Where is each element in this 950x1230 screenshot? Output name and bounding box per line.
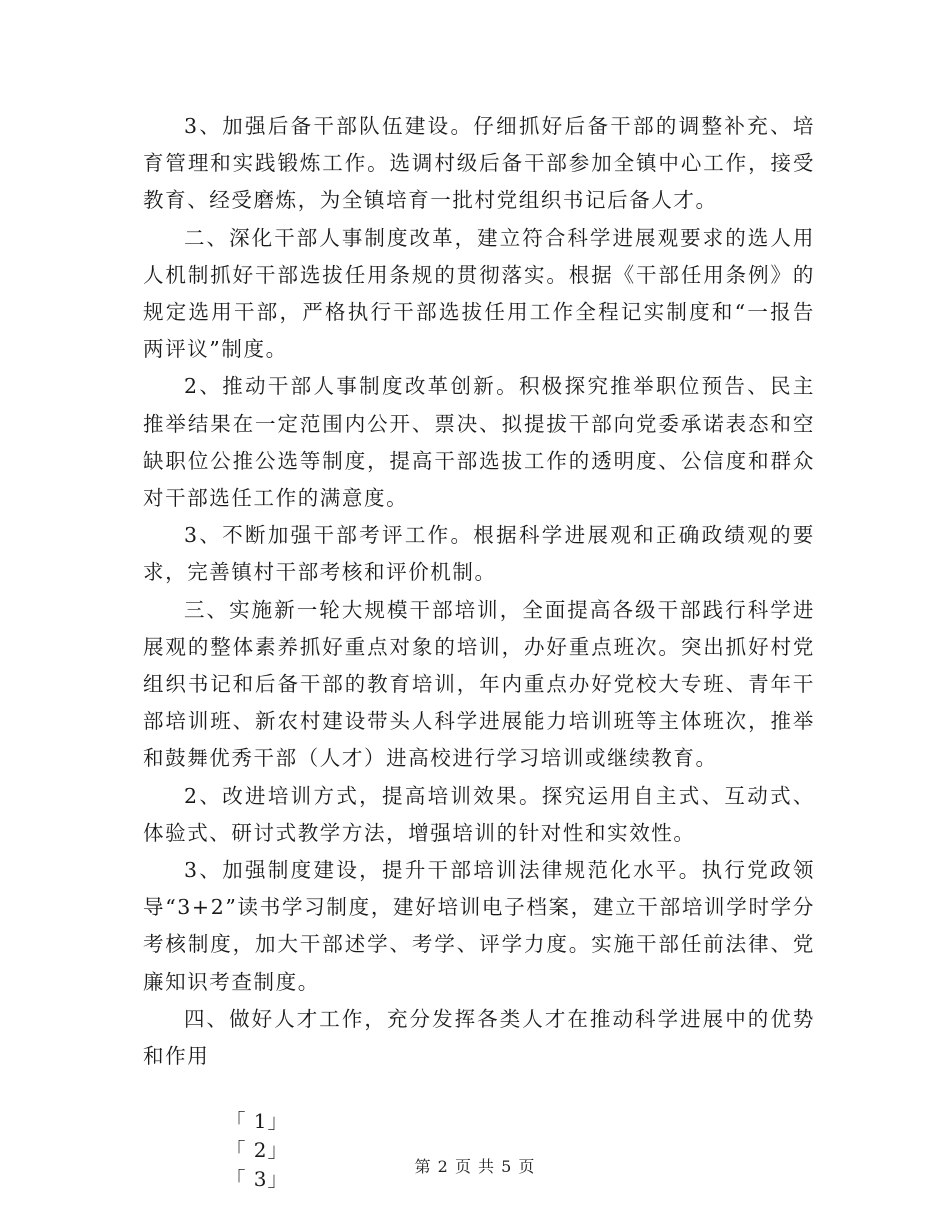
paragraph-4: 3、不断加强干部考评工作。根据科学进展观和正确政绩观的要求，完善镇村干部考核和评价机制。 bbox=[143, 523, 815, 585]
page-link-list bbox=[196, 1081, 305, 1216]
document-body bbox=[143, 108, 815, 1075]
page-footer: 第 2 页 共 5 页 bbox=[414, 1157, 536, 1176]
page-link-3[interactable]: 「 3」 bbox=[225, 1167, 289, 1191]
paragraph-2: 二、深化干部人事制度改革，建立符合科学进展观要求的选人用人机制抓好干部选拔任用条规的贯彻落实。根据《干部任用条例》的规定选用干部，严格执行干部选拔任用工作全程记实制度和“一报告两评议”制度。 bbox=[143, 225, 815, 362]
paragraph-1: 3、加强后备干部队伍建设。仔细抓好后备干部的调整补充、培育管理和实践锻炼工作。选调村级后备干部参加全镇中心工作，接受教育、经受磨炼，为全镇培育一批村党组织书记后备人才。 bbox=[143, 114, 815, 213]
paragraph-3: 2、推动干部人事制度改革创新。积极探究推举职位预告、民主推举结果在一定范围内公开、票决、拟提拔干部向党委承诺表态和空缺职位公推公选等制度，提高干部选拔工作的透明度、公信度和群众对干部选任工作的满意度。 bbox=[143, 374, 815, 511]
paragraph-7: 3、加强制度建设，提升干部培训法律规范化水平。执行党政领导“3+2”读书学习制度，建好培训电子档案，建立干部培训学时学分考核制度，加大干部述学、考学、评学力度。实施干部任前法律、党廉知识考查制度。 bbox=[143, 858, 815, 994]
paragraph-5: 三、实施新一轮大规模干部培训，全面提高各级干部践行科学进展观的整体素养抓好重点对象的培训，办好重点班次。突出抓好村党组织书记和后备干部的教育培训，年内重点办好党校大专班、青年干部培训班、新农村建设带头人科学进展能力培训班等主体班次，推举和鼓舞优秀干部（人才）进高校进行学习培训或继续教育。 bbox=[143, 597, 815, 771]
paragraph-8: 四、做好人才工作，充分发挥各类人才在推动科学进展中的优势和作用 bbox=[143, 1006, 815, 1069]
page-link-1[interactable]: 「 1」 bbox=[225, 1109, 289, 1133]
page-link-2[interactable]: 「 2」 bbox=[225, 1138, 289, 1162]
paragraph-6: 2、改进培训方式，提高培训效果。探究运用自主式、互动式、体验式、研讨式教学方法，增强培训的针对性和实效性。 bbox=[143, 783, 815, 845]
